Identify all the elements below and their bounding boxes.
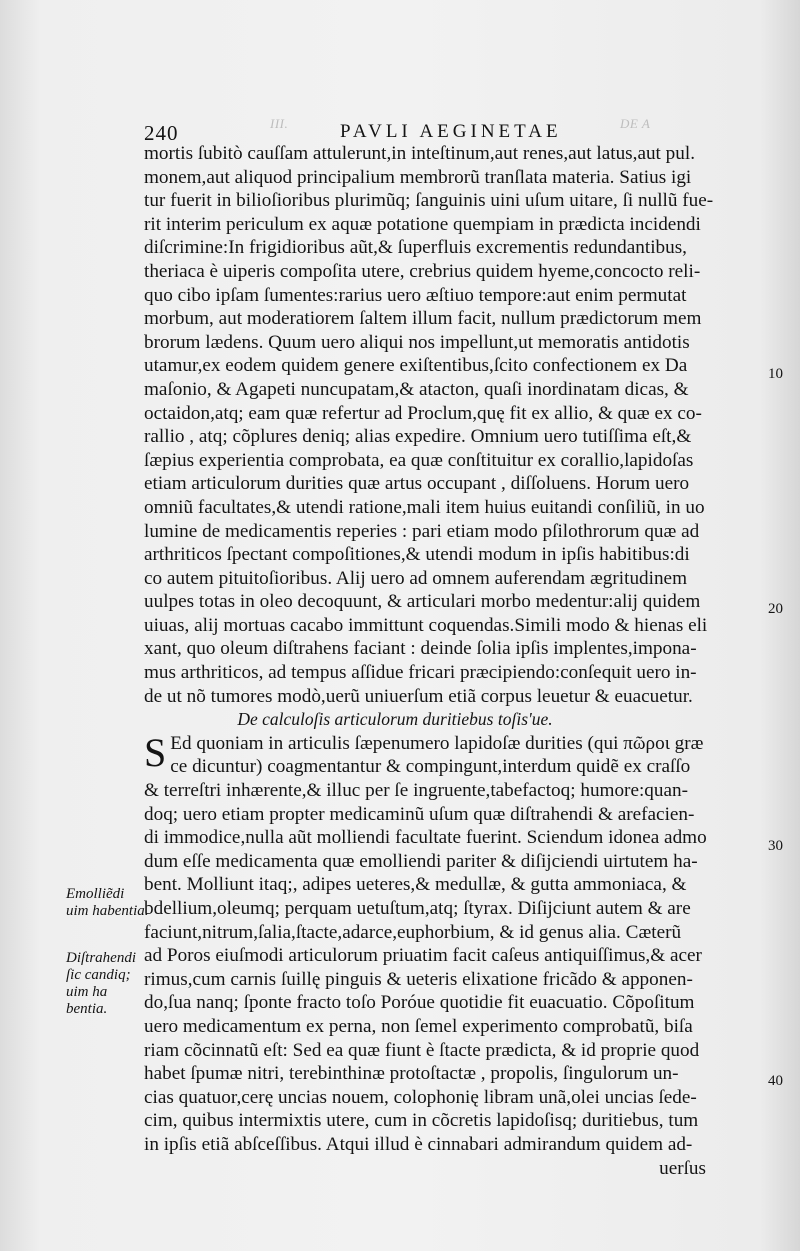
section-subheading: De calculoſis articulorum duritiebus toſis'ue. bbox=[237, 709, 553, 730]
text-line: rallio , atq; cõplures deniq; alias expedire. Omnium uero tutiſſima eſt,& bbox=[144, 426, 692, 448]
line-number: 30 bbox=[768, 838, 783, 854]
text-line: habet ſpumæ nitri, terebinthinæ protoſtactæ , propolis, ſingulorum un- bbox=[144, 1063, 679, 1085]
line-number: 10 bbox=[768, 366, 783, 382]
text-line: ſæpius experientia comprobata, ea quæ conſtituitur ex corallio,lapidoſas bbox=[144, 449, 694, 471]
text-line: uero medicamentum ex perna, non ſemel experimento comprobatũ, biſa bbox=[144, 1015, 693, 1037]
text-line: de ut nõ tumores modò,uerũ uniuerſum etiã corpus leuetur & euacuetur. bbox=[144, 685, 693, 707]
text-line: rimus,cum carnis ſuillę pinguis & ueteris elixatione fricãdo & apponen- bbox=[144, 968, 693, 990]
text-line: xant, quo oleum diſtrahens faciant : deinde ſolia ipſis implentes,impona- bbox=[144, 638, 697, 660]
text-line: omniũ facultates,& utendi ratione,mali item huius euitandi conſiliũ, in uo bbox=[144, 496, 705, 518]
line-number: 20 bbox=[768, 601, 783, 617]
text-line: arthriticos ſpectant compoſitiones,& utendi modum in ipſis habitibus:di bbox=[144, 544, 690, 566]
text-line: lumine de medicamentis reperies : pari etiam modo pſilothrorum quæ ad bbox=[144, 520, 700, 542]
text-line: co autem pituitoſioribus. Alij uero ad omnem auferendam ægritudinem bbox=[144, 567, 687, 589]
text-line: maſonio, & Agapeti nuncupatam,& atacton, quaſi inordinatam dicas, & bbox=[144, 378, 689, 400]
bleed-through-text: DE A bbox=[620, 116, 651, 131]
text-line: uulpes totas in oleo decoquunt, & articulari morbo medentur:alij quidem bbox=[144, 591, 701, 613]
text-line: Ed quoniam in articulis ſæpenumero lapidoſæ durities (qui πῶροι græ bbox=[170, 732, 704, 754]
text-line: octaidon,atq; eam quæ refertur ad Proclum,quę fit ex allio, & quæ ex co- bbox=[144, 402, 702, 424]
text-line: bdellium,oleumq; perquam uetuſtum,atq; ſtyrax. Diſijciunt autem & are bbox=[144, 898, 691, 919]
text-line: cim, quibus intermixtis utere, cum in cõcretis lapidoſisq; duritiebus, tum bbox=[144, 1110, 699, 1132]
text-line: ad Poros eiuſmodi articulorum priuatim facit caſeus antiquiſſimus,& acer bbox=[144, 945, 702, 967]
text-line: dum eſſe medicamenta quæ emolliendi pariter & diſijciendi uirtutem ha- bbox=[144, 850, 698, 872]
text-line: bent. Molliunt itaq;, adipes ueteres,& medullæ, & gutta ammoniaca, & bbox=[144, 874, 687, 896]
page-number: 240 bbox=[144, 121, 179, 145]
text-line: monem,aut aliquod principalium membrorũ tranſlata materia. Satius igi bbox=[144, 166, 692, 188]
text-line: doq; uero etiam propter medicaminũ uſum quæ diſtrahendi & arefacien- bbox=[144, 803, 695, 825]
text-line: di immodice,nulla aũt molliendi facultate fuerint. Sciendum idonea admo bbox=[144, 827, 707, 849]
text-line: uiuas, alij mortuas cacabo immittunt coquendas.Simili modo & hienas eli bbox=[144, 614, 708, 636]
bleed-through-text: III. bbox=[270, 116, 289, 131]
text-line: ce dicuntur) coagmentantur & compingunt,interdum quidẽ ex craſſo bbox=[170, 756, 691, 778]
text-line: & terreſtri inhærente,& illuc per ſe ingruente,tabefactoq; humore:quan- bbox=[144, 780, 688, 802]
text-line: tur fuerit in bilioſioribus plurimũq; ſanguinis uini uſum uitare, ſi nullũ fue- bbox=[144, 190, 714, 212]
margin-note: Emolliẽdi uim habentia. bbox=[66, 886, 149, 919]
text-line: faciunt,nitrum,ſalia,ſtacte,adarce,euphorbium, & id genus alia. Cæterũ bbox=[144, 921, 682, 943]
main-text-block bbox=[144, 142, 766, 1180]
text-line: mus arthriticos, ad tempus aſſidue fricari præcipiendo:conſequit uero in- bbox=[144, 662, 697, 684]
text-line: utamur,ex eodem quidem genere exiſtentibus,ſcito confectionem ex Da bbox=[144, 355, 688, 377]
text-line: cias quatuor,cerę uncias nouem, colophonię libram unã,olei uncias ſede- bbox=[144, 1086, 697, 1108]
line-number: 40 bbox=[768, 1073, 783, 1089]
text-line: riam cõcinnatũ eſt: Sed ea quæ fiunt è ſtacte prædicta, & id proprie quod bbox=[144, 1039, 700, 1061]
text-line: quo cibo ipſam ſumentes:rarius uero æſtiuo tempore:aut enim permutat bbox=[144, 284, 687, 306]
text-line: theriaca è uiperis compoſita utere, crebrius quidem hyeme,concocto reli- bbox=[144, 260, 701, 282]
text-line: etiam articulorum durities quæ artus occupant , diſſoluens. Horum uero bbox=[144, 473, 690, 495]
text-line: brorum lædens. Quum uero aliqui nos impellunt,ut memoratis antidotis bbox=[144, 331, 690, 353]
page-header bbox=[144, 121, 654, 143]
text-line: in ipſis etiã abſceſſibus. Atqui illud è cinnabari admirandum quidem ad- bbox=[144, 1133, 693, 1155]
text-line: do,ſua nanq; ſponte fracto toſo Poróue quotidie fit euacuatio. Cõpoſitum bbox=[144, 992, 695, 1014]
text-line: diſcrimine:In frigidioribus aũt,& ſuperfluis excrementis redundantibus, bbox=[144, 237, 687, 259]
drop-cap: S bbox=[144, 729, 167, 775]
text-line: morbum, aut moderatiorem ſaltem illum facit, nullum prædictorum mem bbox=[144, 308, 702, 330]
text-line: mortis ſubitò cauſſam attulerunt,in inteſtinum,aut renes,aut latus,aut pul. bbox=[144, 143, 695, 164]
margin-note: Diſtrahendi ſic candiq; uim ha bentia. bbox=[66, 950, 136, 1017]
text-line: uerſus bbox=[659, 1157, 706, 1179]
text-line: rit interim periculum ex aquæ potatione quempiam in prædicta incidendi bbox=[144, 213, 701, 235]
running-title: PAVLI AEGINETAE bbox=[340, 121, 562, 142]
